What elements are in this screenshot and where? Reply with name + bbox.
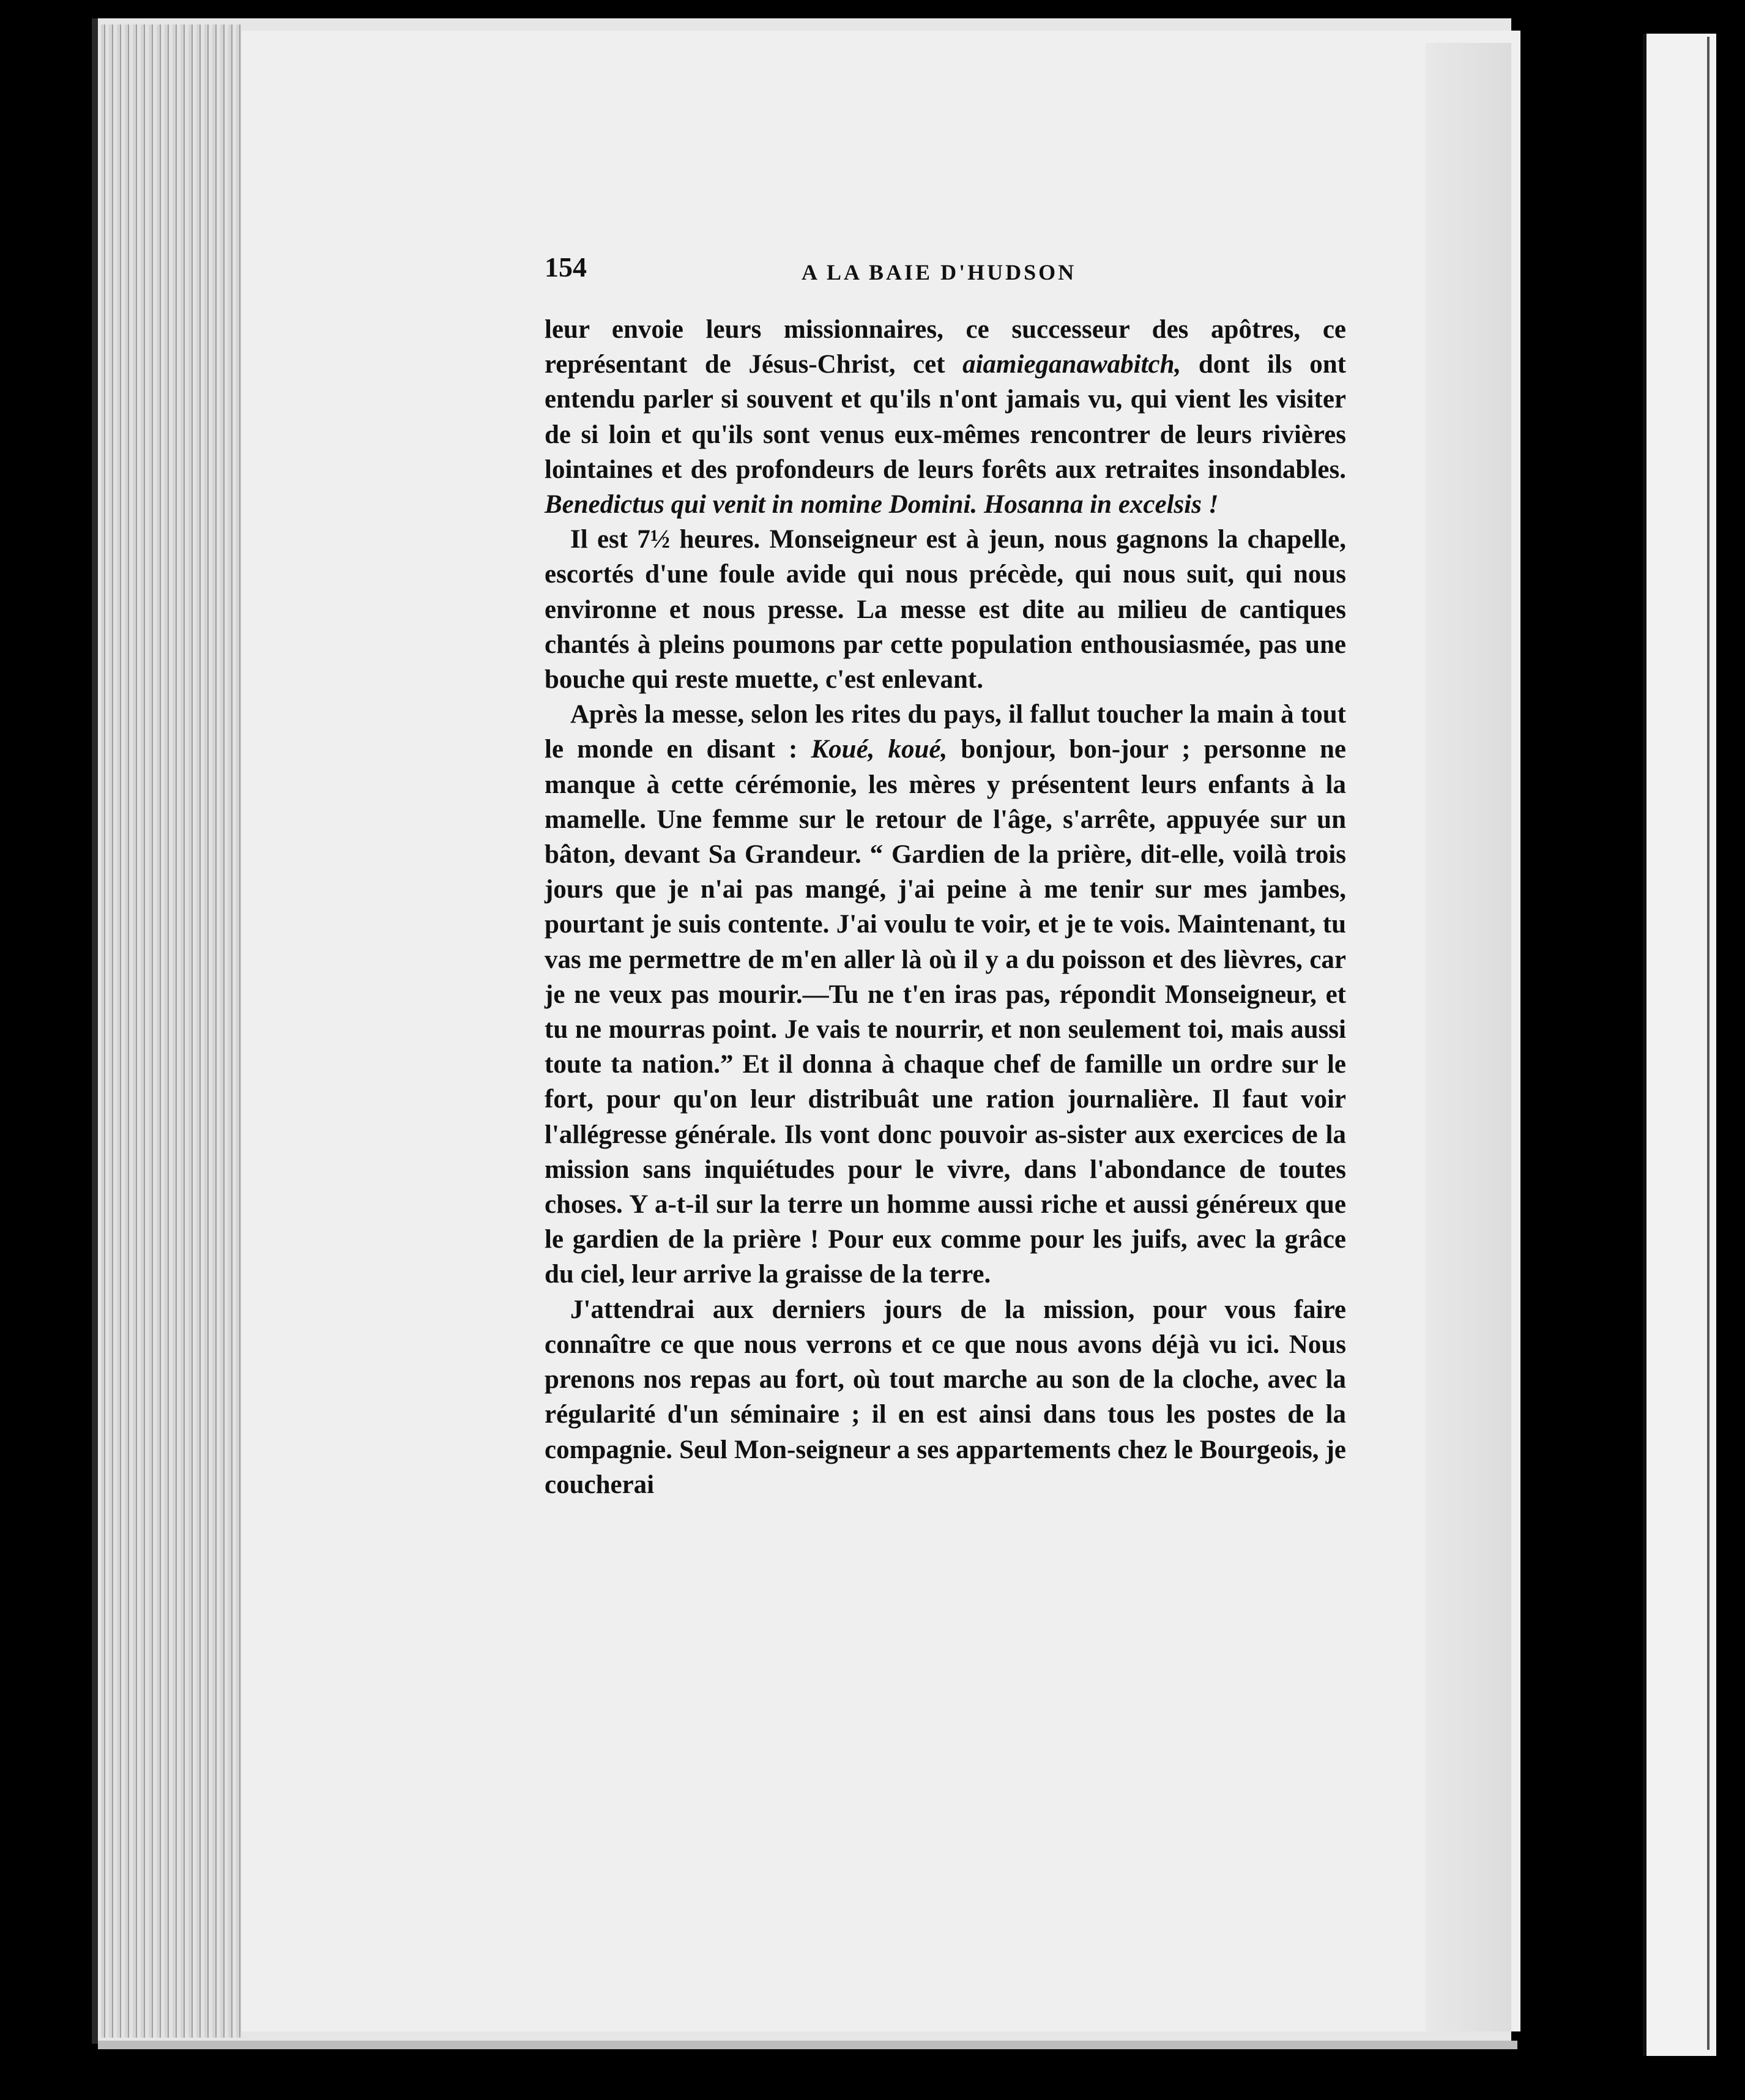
paragraph-1-text-b: dont ils ont entendu parler si souvent et qu'ils n'ont jamais vu, qui vient les visiter de si loin et qu'ils sont venus eux-mêmes rencontrer de leurs rivières lointaines et des profondeurs de leurs forêts aux retraites insondables. xyxy=(545,350,1346,484)
facing-page-edge xyxy=(1643,34,1716,2056)
page-gutter-shade xyxy=(1426,43,1511,2031)
running-title: A LA BAIE D'HUDSON xyxy=(802,260,1077,285)
paragraph-3-italic-greeting: Koué, koué, xyxy=(811,735,948,764)
page-bottom-edge xyxy=(98,2041,1517,2049)
page-text-block xyxy=(545,251,1346,1502)
paragraph-1-italic-word: aiamieganawabitch, xyxy=(962,350,1181,379)
paragraph-2: Il est 7½ heures. Monseigneur est à jeun, nous gagnons la chapelle, escortés d'une foule avide qui nous précède, qui nous suit, qui nous environne et nous presse. La messe est dite au milieu de cantiques chantés à pleins poumons par cette population enthousiasmée, pas une bouche qui reste muette, c'est enlevant. xyxy=(545,525,1346,694)
paragraph-1 xyxy=(545,312,1346,522)
facing-page-line xyxy=(1707,37,1710,2050)
paragraph-1-latin-quote: Benedictus qui venit in nomine Domini. Hosanna in excelsis ! xyxy=(545,490,1219,519)
paragraph-3-text-a: Après la messe, selon les rites du pays, il fallut toucher la main à tout le monde en disant : xyxy=(545,700,1346,764)
paragraph-1-text-a: leur envoie leurs missionnaires, ce successeur des apôtres, ce représentant de Jésus-Christ, cet xyxy=(545,315,1346,379)
paragraph-3-text-b: bonjour, bon-jour ; personne ne manque à cette cérémonie, les mères y présentent leurs enfants à la mamelle. Une femme sur le retour de l'âge, s'arrête, appuyée sur un bâton, devant Sa Grandeur. “ Gardien de la prière, dit-elle, voilà trois jours que je n'ai pas mangé, j'ai peine à me tenir sur mes jambes, pourtant je suis contente. J'ai voulu te voir, et je te vois. Maintenant, tu vas me permettre de m'en aller là où il y a du poisson et des lièvres, car je ne veux pas mourir.—Tu ne t'en iras pas, répondit Monseigneur, et tu ne mourras point. Je vais te nourrir, et non seulement toi, mais aussi toute ta nation.” Et il donna à chaque chef de famille un ordre sur le fort, pour qu'on leur distribuât une ration journalière. Il faut voir l'allégresse générale. Ils vont donc pouvoir as-sister aux exercices de la mission sans inquiétudes pour le vivre, dans l'abondance de toutes choses. Y a-t-il sur la terre un homme aussi riche et aussi généreux que le gardien de la prière ! Pour eux comme pour les juifs, avec la grâce du ciel, leur arrive la graisse de la terre. xyxy=(545,735,1347,1289)
page-number: 154 xyxy=(545,251,587,283)
paragraph-3 xyxy=(545,697,1346,1292)
paragraph-4: J'attendrai aux derniers jours de la mission, pour vous faire connaître ce que nous verrons et ce que nous avons déjà vu ici. Nous prenons nos repas au fort, où tout marche au son de la cloche, avec la régularité d'un séminaire ; il en est ainsi dans tous les postes de la compagnie. Seul Mon-seigneur a ses appartements chez le Bourgeois, je coucherai xyxy=(545,1295,1346,1499)
page-edges xyxy=(101,24,242,2038)
running-head xyxy=(545,251,1346,300)
